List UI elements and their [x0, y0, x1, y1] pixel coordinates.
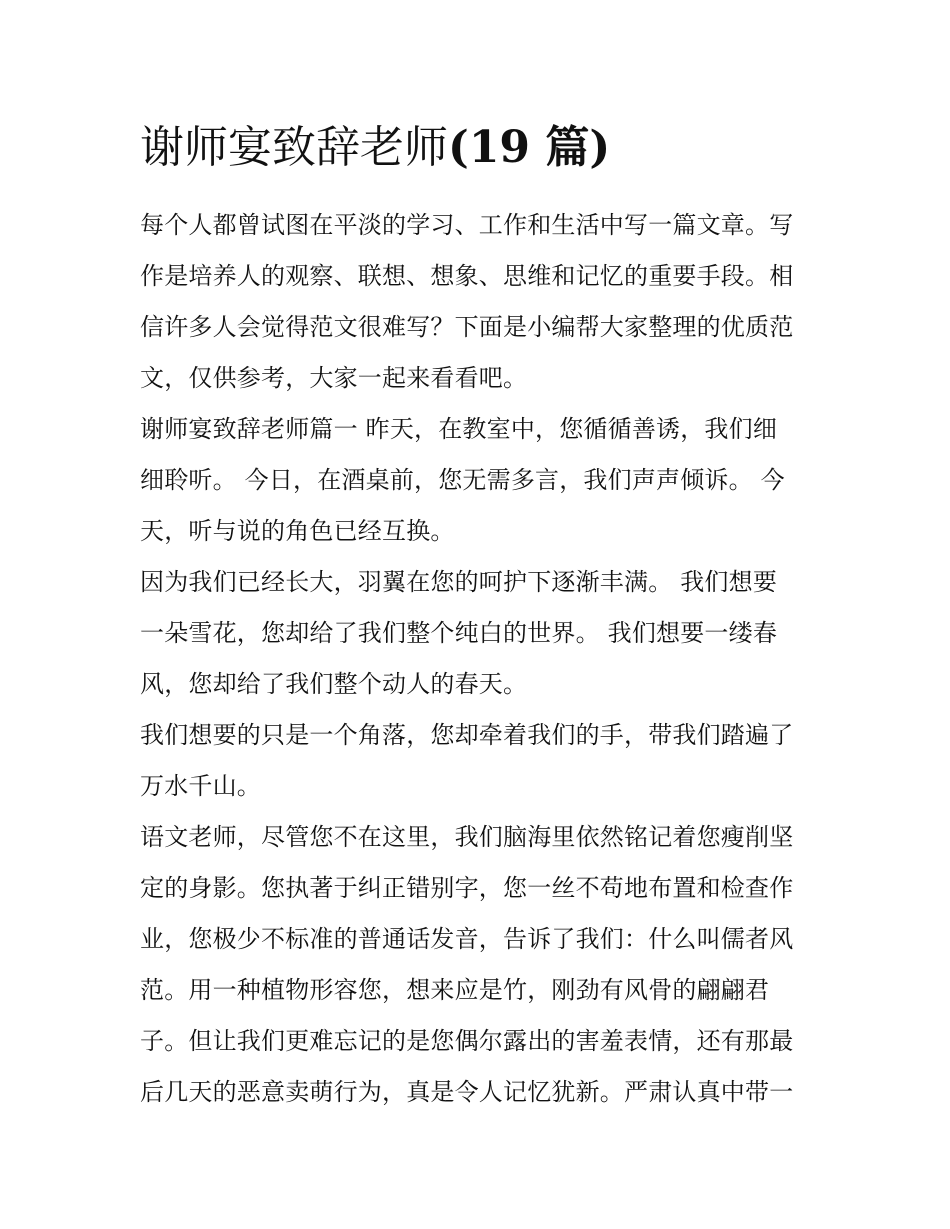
text-line: 后几天的恶意卖萌行为，真是令人记忆犹新。严肃认真中带一: [140, 1078, 794, 1106]
text-line: 谢师宴致辞老师篇一 昨天，在教室中，您循循善诱，我们细: [140, 415, 778, 443]
title-count: (19 篇): [448, 122, 611, 173]
text-line: 天，听与说的角色已经互换。: [140, 517, 455, 545]
text-line: 文，仅供参考，大家一起来看看吧。: [140, 364, 528, 392]
text-line: 一朵雪花，您却给了我们整个纯白的世界。 我们想要一缕春: [140, 619, 778, 647]
text-line: 作是培养人的观察、联想、想象、思维和记忆的重要手段。相: [140, 262, 794, 290]
text-line: 语文老师，尽管您不在这里，我们脑海里依然铭记着您瘦削坚: [140, 823, 794, 851]
text-line: 每个人都曾试图在平淡的学习、工作和生活中写一篇文章。写: [140, 211, 794, 239]
document-title: [140, 118, 820, 178]
title-main: 谢师宴致辞老师: [140, 122, 448, 173]
text-line: 因为我们已经长大，羽翼在您的呵护下逐渐丰满。 我们想要: [140, 568, 778, 596]
text-line: 我们想要的只是一个角落，您却牵着我们的手，带我们踏遍了: [140, 721, 794, 749]
text-line: 信许多人会觉得范文很难写？下面是小编帮大家整理的优质范: [140, 313, 794, 341]
document-body: [140, 200, 820, 1118]
text-line: 子。但让我们更难忘记的是您偶尔露出的害羞表情，还有那最: [140, 1027, 794, 1055]
text-line: 万水千山。: [140, 772, 261, 800]
text-line: 细聆听。 今日，在酒桌前，您无需多言，我们声声倾诉。 今: [140, 466, 785, 494]
text-line: 定的身影。您执著于纠正错别字，您一丝不苟地布置和检查作: [140, 874, 794, 902]
text-line: 业，您极少不标准的普通话发音，告诉了我们：什么叫儒者风: [140, 925, 794, 953]
text-line: 风，您却给了我们整个动人的春天。: [140, 670, 528, 698]
text-line: 范。用一种植物形容您，想来应是竹，刚劲有风骨的翩翩君: [140, 976, 770, 1004]
